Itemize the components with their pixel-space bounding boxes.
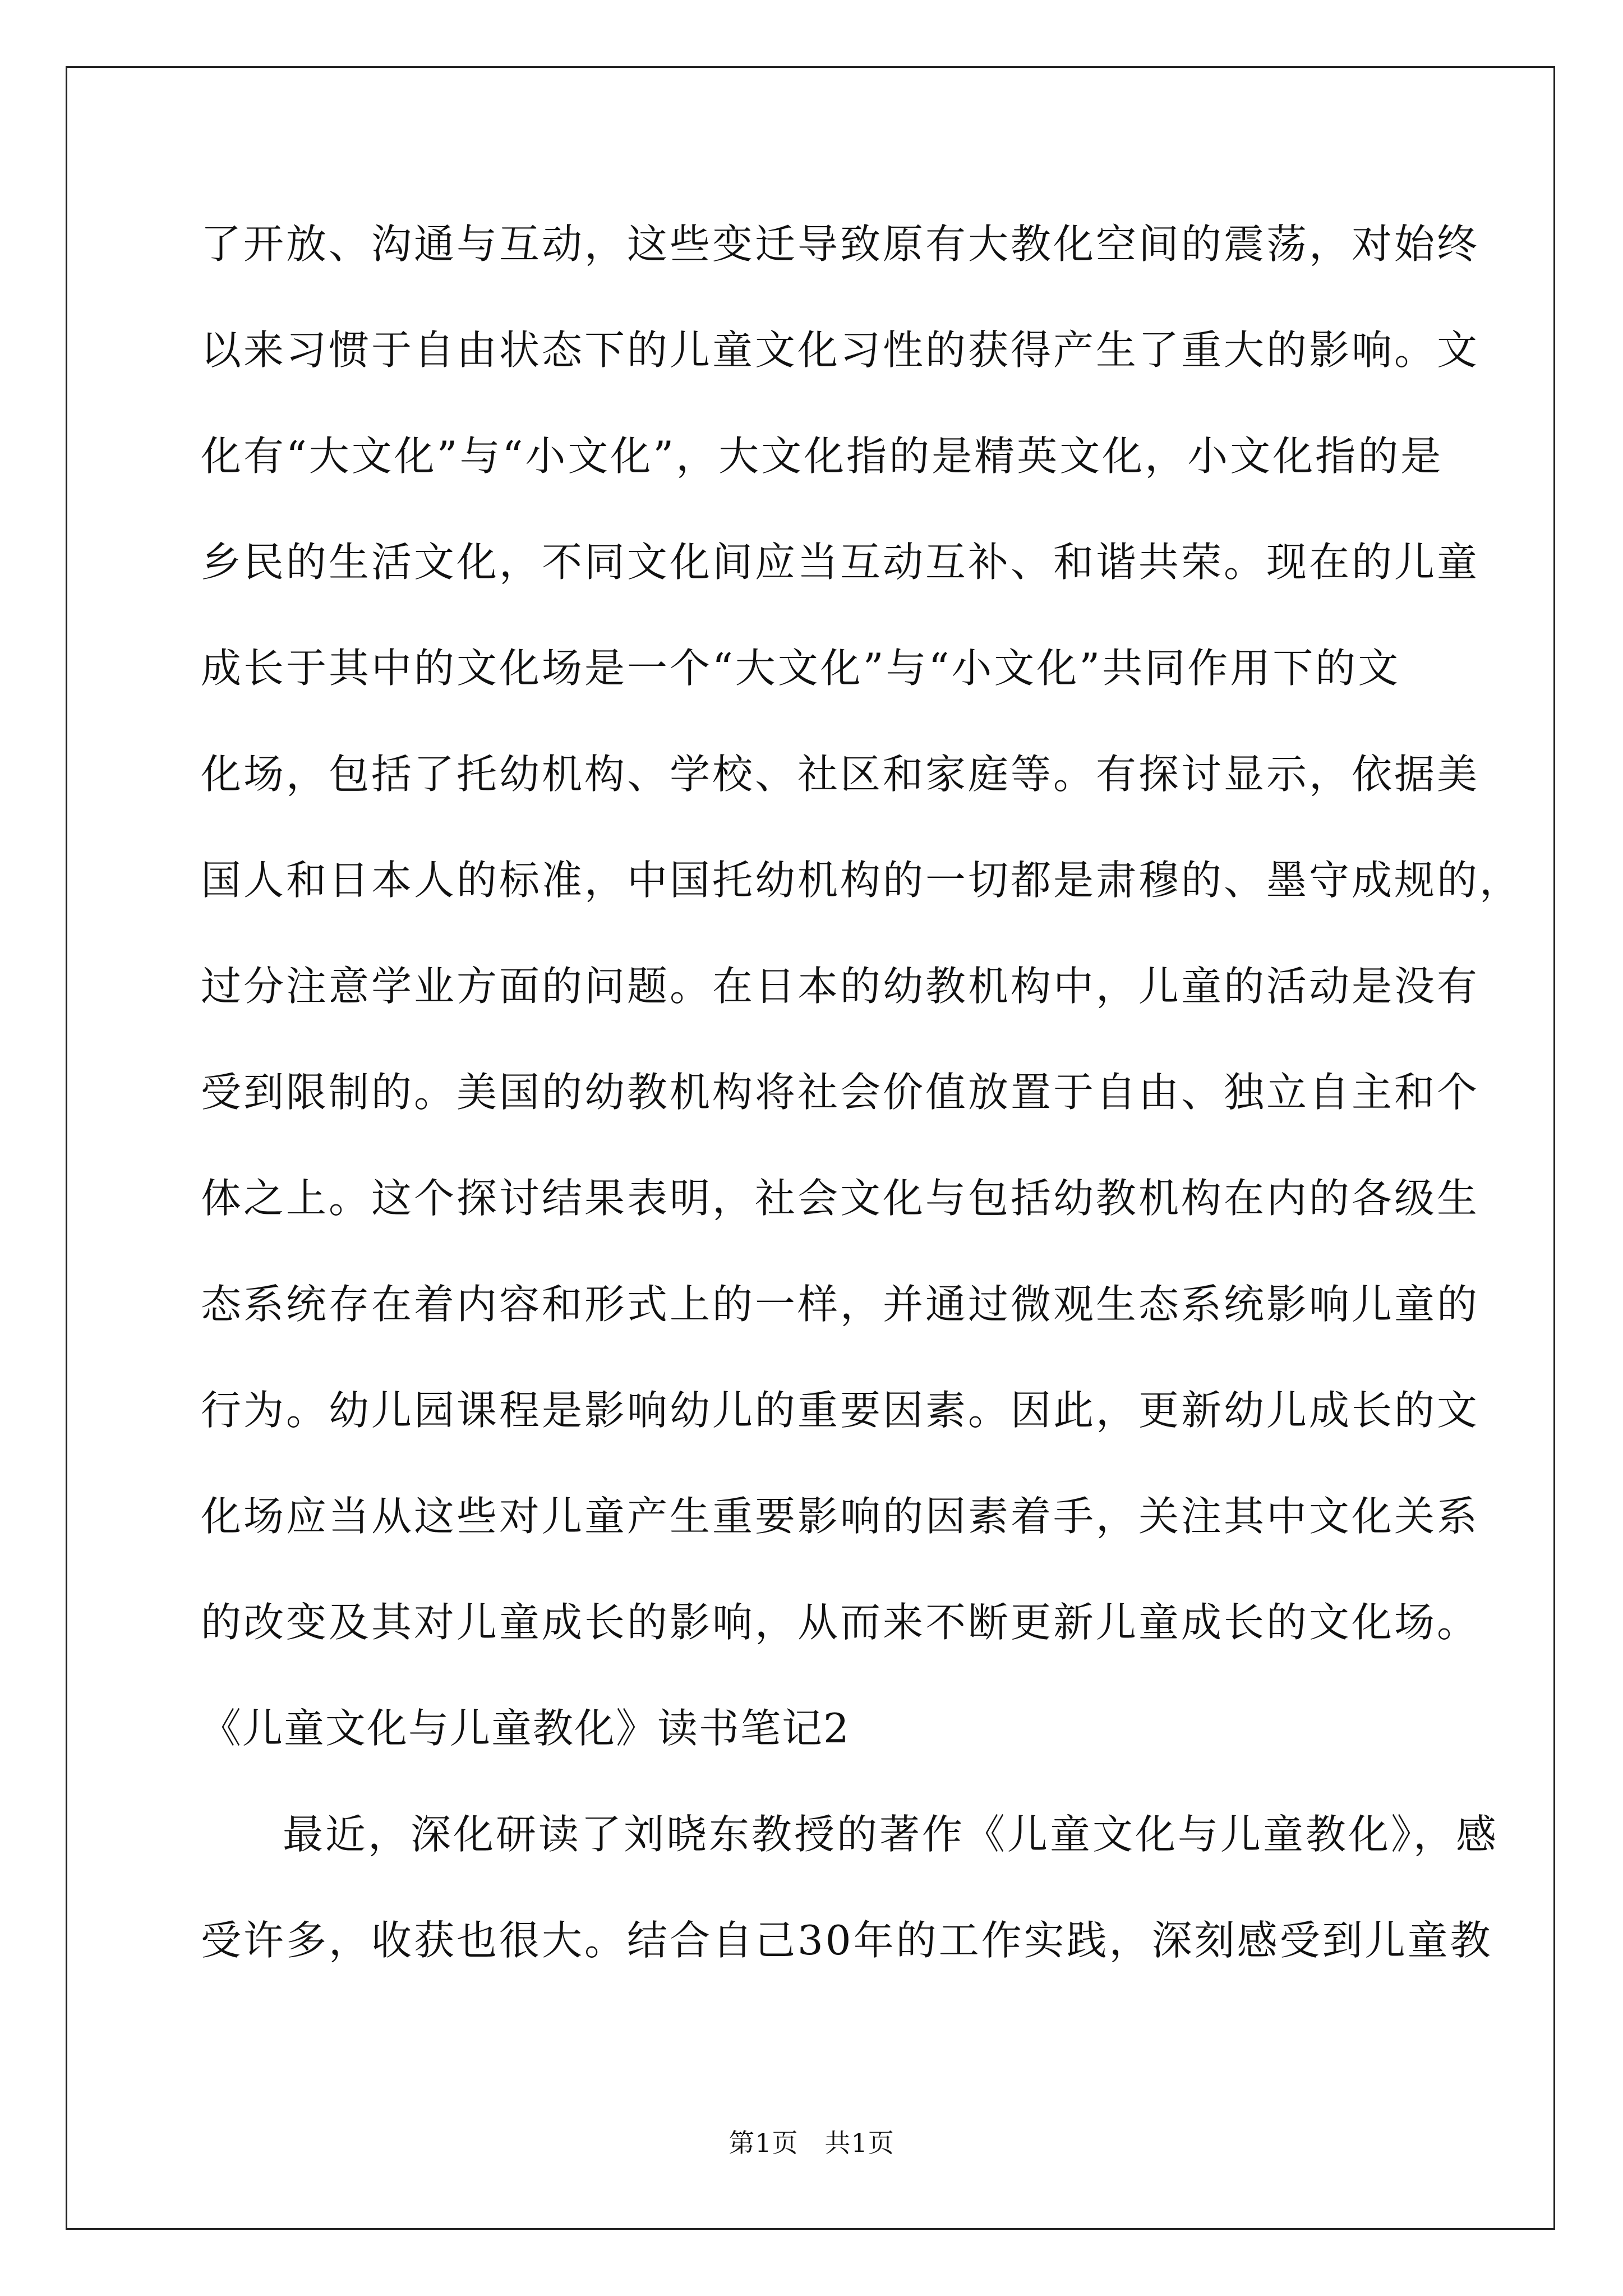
text-line: 化场应当从这些对儿童产生重要影响的因素着手，关注其中文化关系	[201, 1493, 1480, 1540]
text-line: 化有“大文化”与“小文化”，大文化指的是精英文化，小文化指的是	[201, 432, 1444, 480]
text-line: 了开放、沟通与互动，这些变迁导致原有大教化空间的震荡，对始终	[201, 220, 1480, 268]
text-line: 过分注意学业方面的问题。在日本的幼教机构中，儿童的活动是没有	[201, 963, 1480, 1010]
text-line: 以来习惯于自由状态下的儿童文化习性的获得产生了重大的影响。文	[201, 326, 1480, 374]
text-line: 成长于其中的文化场是一个“大文化”与“小文化”共同作用下的文	[201, 645, 1401, 692]
text-line: 行为。幼儿园课程是影响幼儿的重要因素。因此，更新幼儿成长的文	[201, 1387, 1480, 1434]
section-heading: 《儿童文化与儿童教化》读书笔记2	[201, 1705, 850, 1752]
text-line: 态系统存在着内容和形式上的一样，并通过微观生态系统影响儿童的	[201, 1281, 1480, 1328]
text-line: 最近，深化研读了刘晓东教授的著作《儿童文化与儿童教化》，感	[283, 1811, 1499, 1858]
page-footer: 第1页 共1页	[728, 2128, 895, 2158]
text-line: 化场，包括了托幼机构、学校、社区和家庭等。有探讨显示，依据美	[201, 751, 1480, 798]
text-line: 体之上。这个探讨结果表明，社会文化与包括幼教机构在内的各级生	[201, 1175, 1480, 1222]
document-body	[201, 205, 1523, 2007]
text-line: 受许多，收获也很大。结合自己30年的工作实践，深刻感受到儿童教	[201, 1917, 1493, 1964]
text-line: 受到限制的。美国的幼教机构将社会价值放置于自由、独立自主和个	[201, 1069, 1480, 1116]
text-line: 国人和日本人的标准，中国托幼机构的一切都是肃穆的、墨守成规的，	[201, 857, 1523, 904]
text-line: 乡民的生活文化，不同文化间应当互动互补、和谐共荣。现在的儿童	[201, 539, 1480, 586]
text-line: 的改变及其对儿童成长的影响，从而来不断更新儿童成长的文化场。	[201, 1599, 1480, 1646]
